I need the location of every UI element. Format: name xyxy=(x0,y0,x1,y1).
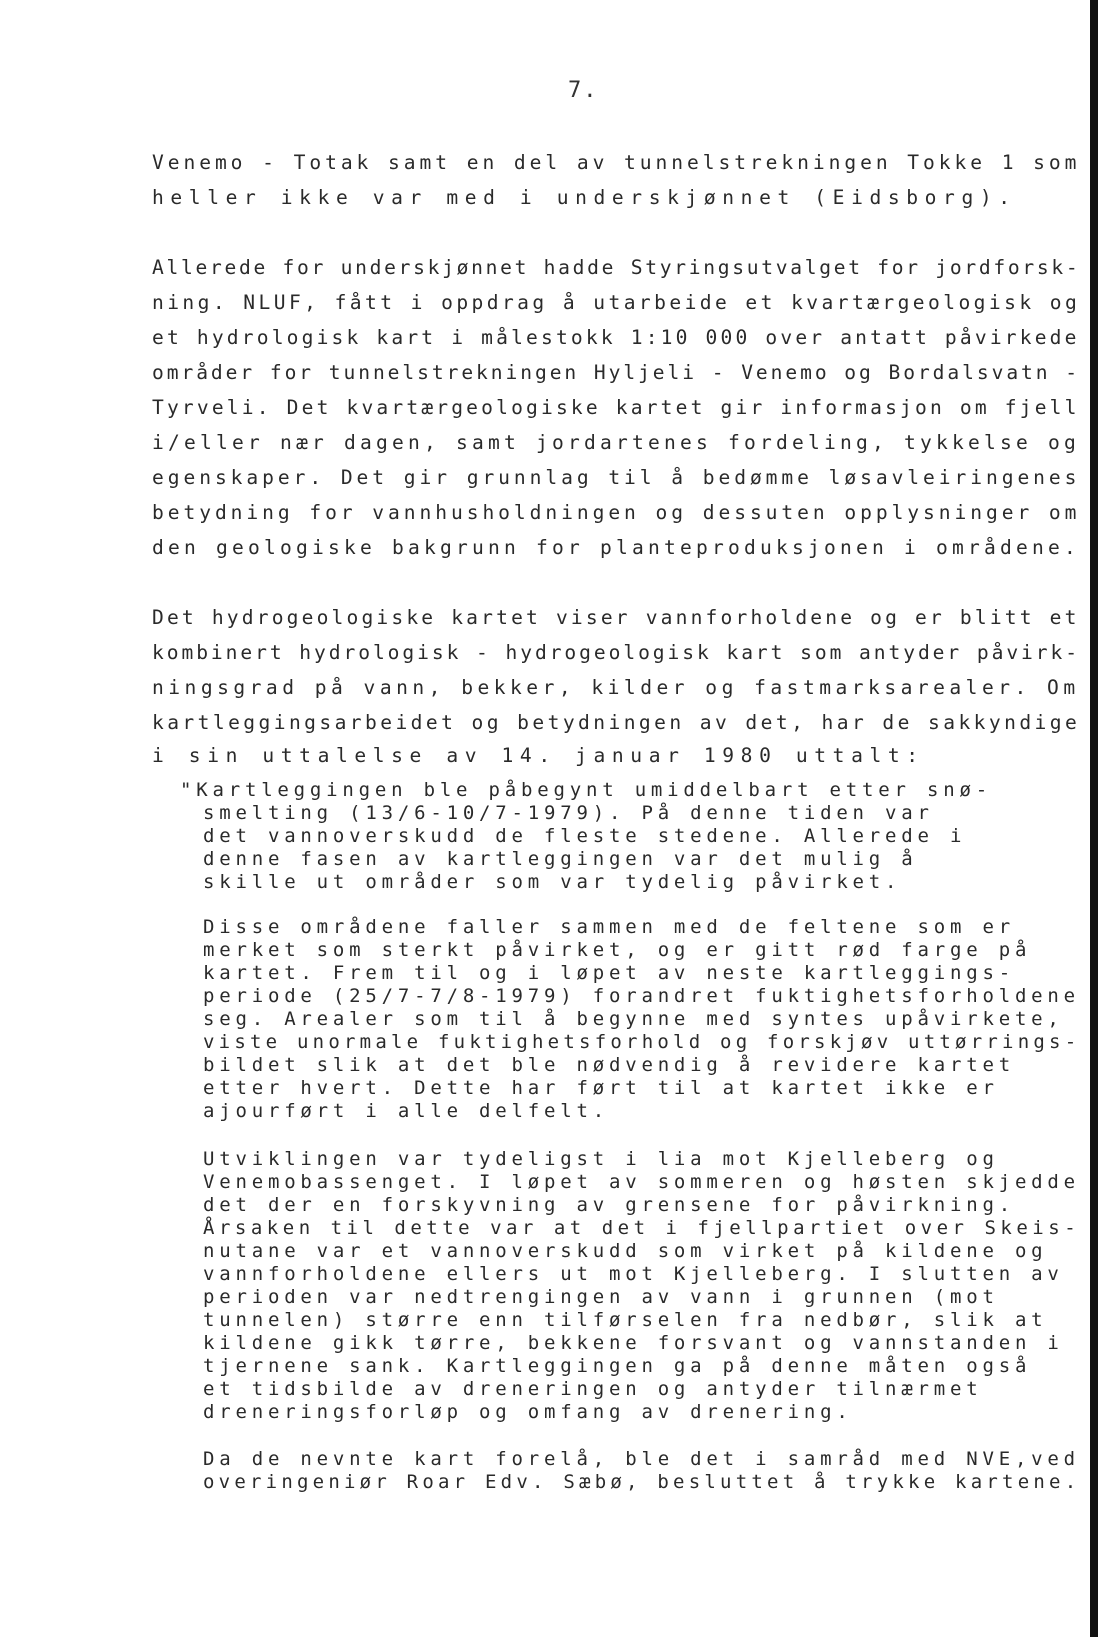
quote-line: perioden var nedtrengingen av vann i grunnen (mot xyxy=(203,1286,999,1308)
quote-line: kartet. Frem til og i løpet av neste kartleggings- xyxy=(203,962,1015,984)
quote-line: viste unormale fuktighetsforhold og forskjøv uttørrings- xyxy=(203,1031,1081,1053)
text-line: Det hydrogeologiske kartet viser vannforholdene og er blitt et xyxy=(152,606,1080,629)
quote-line: skille ut områder som var tydelig påvirket. xyxy=(203,871,902,893)
text-line: et hydrologisk kart i målestokk 1:10 000 over antatt påvirkede xyxy=(152,326,1080,349)
text-line: i sin uttalelse av 14. januar 1980 uttalt: xyxy=(152,744,925,767)
text-line: heller ikke var med i underskjønnet (Eidsborg). xyxy=(152,186,1017,209)
quote-line: dreneringsforløp og omfang av drenering. xyxy=(203,1401,853,1423)
quote-line: kildene gikk tørre, bekkene forsvant og vannstanden i xyxy=(203,1332,1064,1354)
quote-line: tunnelen) større enn tilførselen fra nedbør, slik at xyxy=(203,1309,1048,1331)
page-number: 7. xyxy=(568,78,599,103)
text-line: Venemo - Totak samt en del av tunnelstrekningen Tokke 1 som xyxy=(152,151,1081,174)
text-line: den geologiske bakgrunn for planteproduksjonen i områdene. xyxy=(152,536,1080,559)
quote-line: Disse områdene faller sammen med de feltene som er xyxy=(203,916,1015,938)
text-line: betydning for vannhusholdningen og dessuten opplysninger om xyxy=(152,501,1081,524)
quote-line: smelting (13/6-10/7-1979). På denne tiden var xyxy=(203,802,934,824)
text-line: ningsgrad på vann, bekker, kilder og fastmarksarealer. Om xyxy=(152,676,1080,699)
quote-line: periode (25/7-7/8-1979) forandret fuktighetsforholdene xyxy=(203,985,1080,1007)
quote-line: seg. Arealer som til å begynne med syntes upåvirkete, xyxy=(203,1008,1064,1030)
text-line: områder for tunnelstrekningen Hyljeli - Venemo og Bordalsvatn - xyxy=(152,361,1080,384)
quote-line: denne fasen av kartleggingen var det mulig å xyxy=(203,848,918,870)
text-line: ning. NLUF, fått i oppdrag å utarbeide et kvartærgeologisk og xyxy=(152,291,1081,314)
text-line: Tyrveli. Det kvartærgeologiske kartet gir informasjon om fjell xyxy=(152,396,1080,419)
quote-line: ajourført i alle delfelt. xyxy=(203,1100,609,1122)
quote-line: merket som sterkt påvirket, og er gitt rød farge på xyxy=(203,939,1032,961)
quote-line: Årsaken til dette var at det i fjellpartiet over Skeis- xyxy=(203,1217,1081,1239)
quote-line: etter hvert. Dette har ført til at kartet ikke er xyxy=(203,1077,999,1099)
quote-line: det der en forskyvning av grensene for påvirkning. xyxy=(203,1194,1015,1216)
quote-line: overingeniør Roar Edv. Sæbø, besluttet å trykke kartene. xyxy=(203,1471,1081,1493)
quote-line: nutane var et vannoverskudd som virket på kildene og xyxy=(203,1240,1048,1262)
text-line: egenskaper. Det gir grunnlag til å bedømme løsavleiringenes xyxy=(152,466,1081,489)
text-line: Allerede for underskjønnet hadde Styringsutvalget for jordforsk- xyxy=(152,256,1081,279)
quote-line: tjernene sank. Kartleggingen ga på denne måten også xyxy=(203,1355,1032,1377)
quote-line: Utviklingen var tydeligst i lia mot Kjelleberg og xyxy=(203,1148,999,1170)
quote-line: det vannoverskudd de fleste stedene. Allerede i xyxy=(203,825,967,847)
quote-line: et tidsbilde av dreneringen og antyder tilnærmet xyxy=(203,1378,983,1400)
quote-line: Da de nevnte kart forelå, ble det i samråd med NVE,ved xyxy=(203,1448,1080,1470)
quote-line: bildet slik at det ble nødvendig å revidere kartet xyxy=(203,1054,1015,1076)
quote-line: Venemobassenget. I løpet av sommeren og høsten skjedde xyxy=(203,1171,1080,1193)
text-line: kartleggingsarbeidet og betydningen av det, har de sakkyndige xyxy=(152,711,1081,734)
text-line: kombinert hydrologisk - hydrogeologisk kart som antyder påvirk- xyxy=(152,641,1080,664)
quote-line: vannforholdene ellers ut mot Kjelleberg. I slutten av xyxy=(203,1263,1064,1285)
quote-line: "Kartleggingen ble påbegynt umiddelbart etter snø- xyxy=(180,779,992,801)
text-line: i/eller nær dagen, samt jordartenes fordeling, tykkelse og xyxy=(152,431,1080,454)
